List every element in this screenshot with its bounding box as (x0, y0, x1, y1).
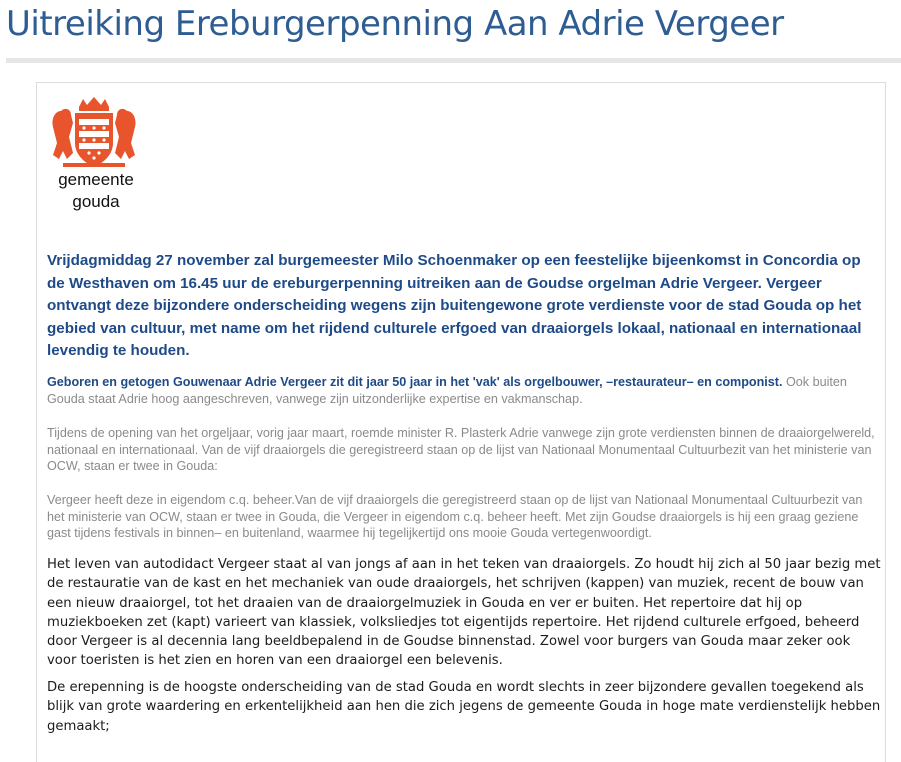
gouda-coat-of-arms-icon (49, 97, 139, 169)
title-divider (6, 58, 901, 63)
article-paragraph-2: Tijdens de opening van het orgeljaar, vorig jaar maart, roemde minister R. Plasterk Adrie vanwege zijn grote verdiensten binnen de draaiorgelwereld, nationaal en internationaal. Van de vijf draaiorgels die geregistreerd staan op de lijst van Nationaal Monumentaal Cultuurbezit van het ministerie van OCW, staan er twee in Gouda: (47, 426, 875, 474)
paragraph-1-rest: Ook buiten Gouda staat Adrie hoog aangeschreven, vanwege zijn uitzonderlijke expertise en vakmanschap. (47, 375, 847, 406)
article-container (36, 82, 886, 762)
article-paragraph-4: Het leven van autodidact Vergeer staat al van jongs af aan in het teken van draaiorgels. Zo houdt hij zich al 50 jaar bezig met de restauratie van de kast en het mechaniek van oude draaiorgels, het schrijven (kappen) van muziek, recent de bouw van een nieuw draaiorgel, tot het draaien van de draaiorgelmuziek in Gouda en ver er buiten. Het repertoire dat hij op muziekboeken zet (kapt) varieert van klassiek, volksliedjes tot eigentijds repertoire. Het rijdend culturele erfgoed, beheerd door Vergeer is al decennia lang beeldbepalend in de Goudse binnenstad. Zowel voor burgers van Gouda maar zeker ook voor toeristen is het zien en horen van een draaiorgel een belevenis. (47, 557, 881, 669)
logo-line-gouda: gouda (72, 192, 120, 211)
page-title: Uitreiking Ereburgerpenning Aan Adrie Vergeer (6, 4, 784, 44)
article-paragraph-5: De erepenning is de hoogste onderscheiding van de stad Gouda en wordt slechts in zeer bijzondere gevallen toegekend als blijk van grote waardering en erkentelijkheid aan hen die zich jegens de gemeente Gouda in hoge mate verdienstelijk hebben gemaakt; (47, 680, 881, 734)
logo-wordmark (51, 169, 141, 213)
article-paragraph-3: Vergeer heeft deze in eigendom c.q. beheer.Van de vijf draaiorgels die geregistreerd staan op de lijst van Nationaal Monumentaal Cultuurbezit van het ministerie van OCW, staan er twee in Gouda, die Vergeer in eigendom c.q. beheer heeft. Met zijn Goudse draaiorgels is hij een graag geziene gast tijdens festivals in binnen– en buitenland, waarmee hij tegelijkertijd ons mooie Gouda vertegenwoordigt. (47, 493, 863, 541)
gemeente-gouda-logo (49, 97, 139, 209)
article-paragraph-1 (47, 374, 877, 407)
article-lead: Vrijdagmiddag 27 november zal burgemeester Milo Schoenmaker op een feestelijke bijeenkomst in Concordia op de Westhaven om 16.45 uur de ereburgerpenning uitreiken aan de Goudse orgelman Adrie Vergeer. Vergeer ontvangt deze bijzondere onderscheiding wegens zijn buitengewone grote verdienste voor de stad Gouda op het gebied van cultuur, met name om het rijdend culturele erfgoed van draaiorgels lokaal, nationaal en internationaal levendig te houden. (47, 252, 862, 359)
paragraph-1-strong: Geboren en getogen Gouwenaar Adrie Vergeer zit dit jaar 50 jaar in het 'vak' als orgelbouwer, –restaurateur– en componist. (47, 375, 783, 389)
logo-line-gemeente: gemeente (58, 170, 134, 189)
